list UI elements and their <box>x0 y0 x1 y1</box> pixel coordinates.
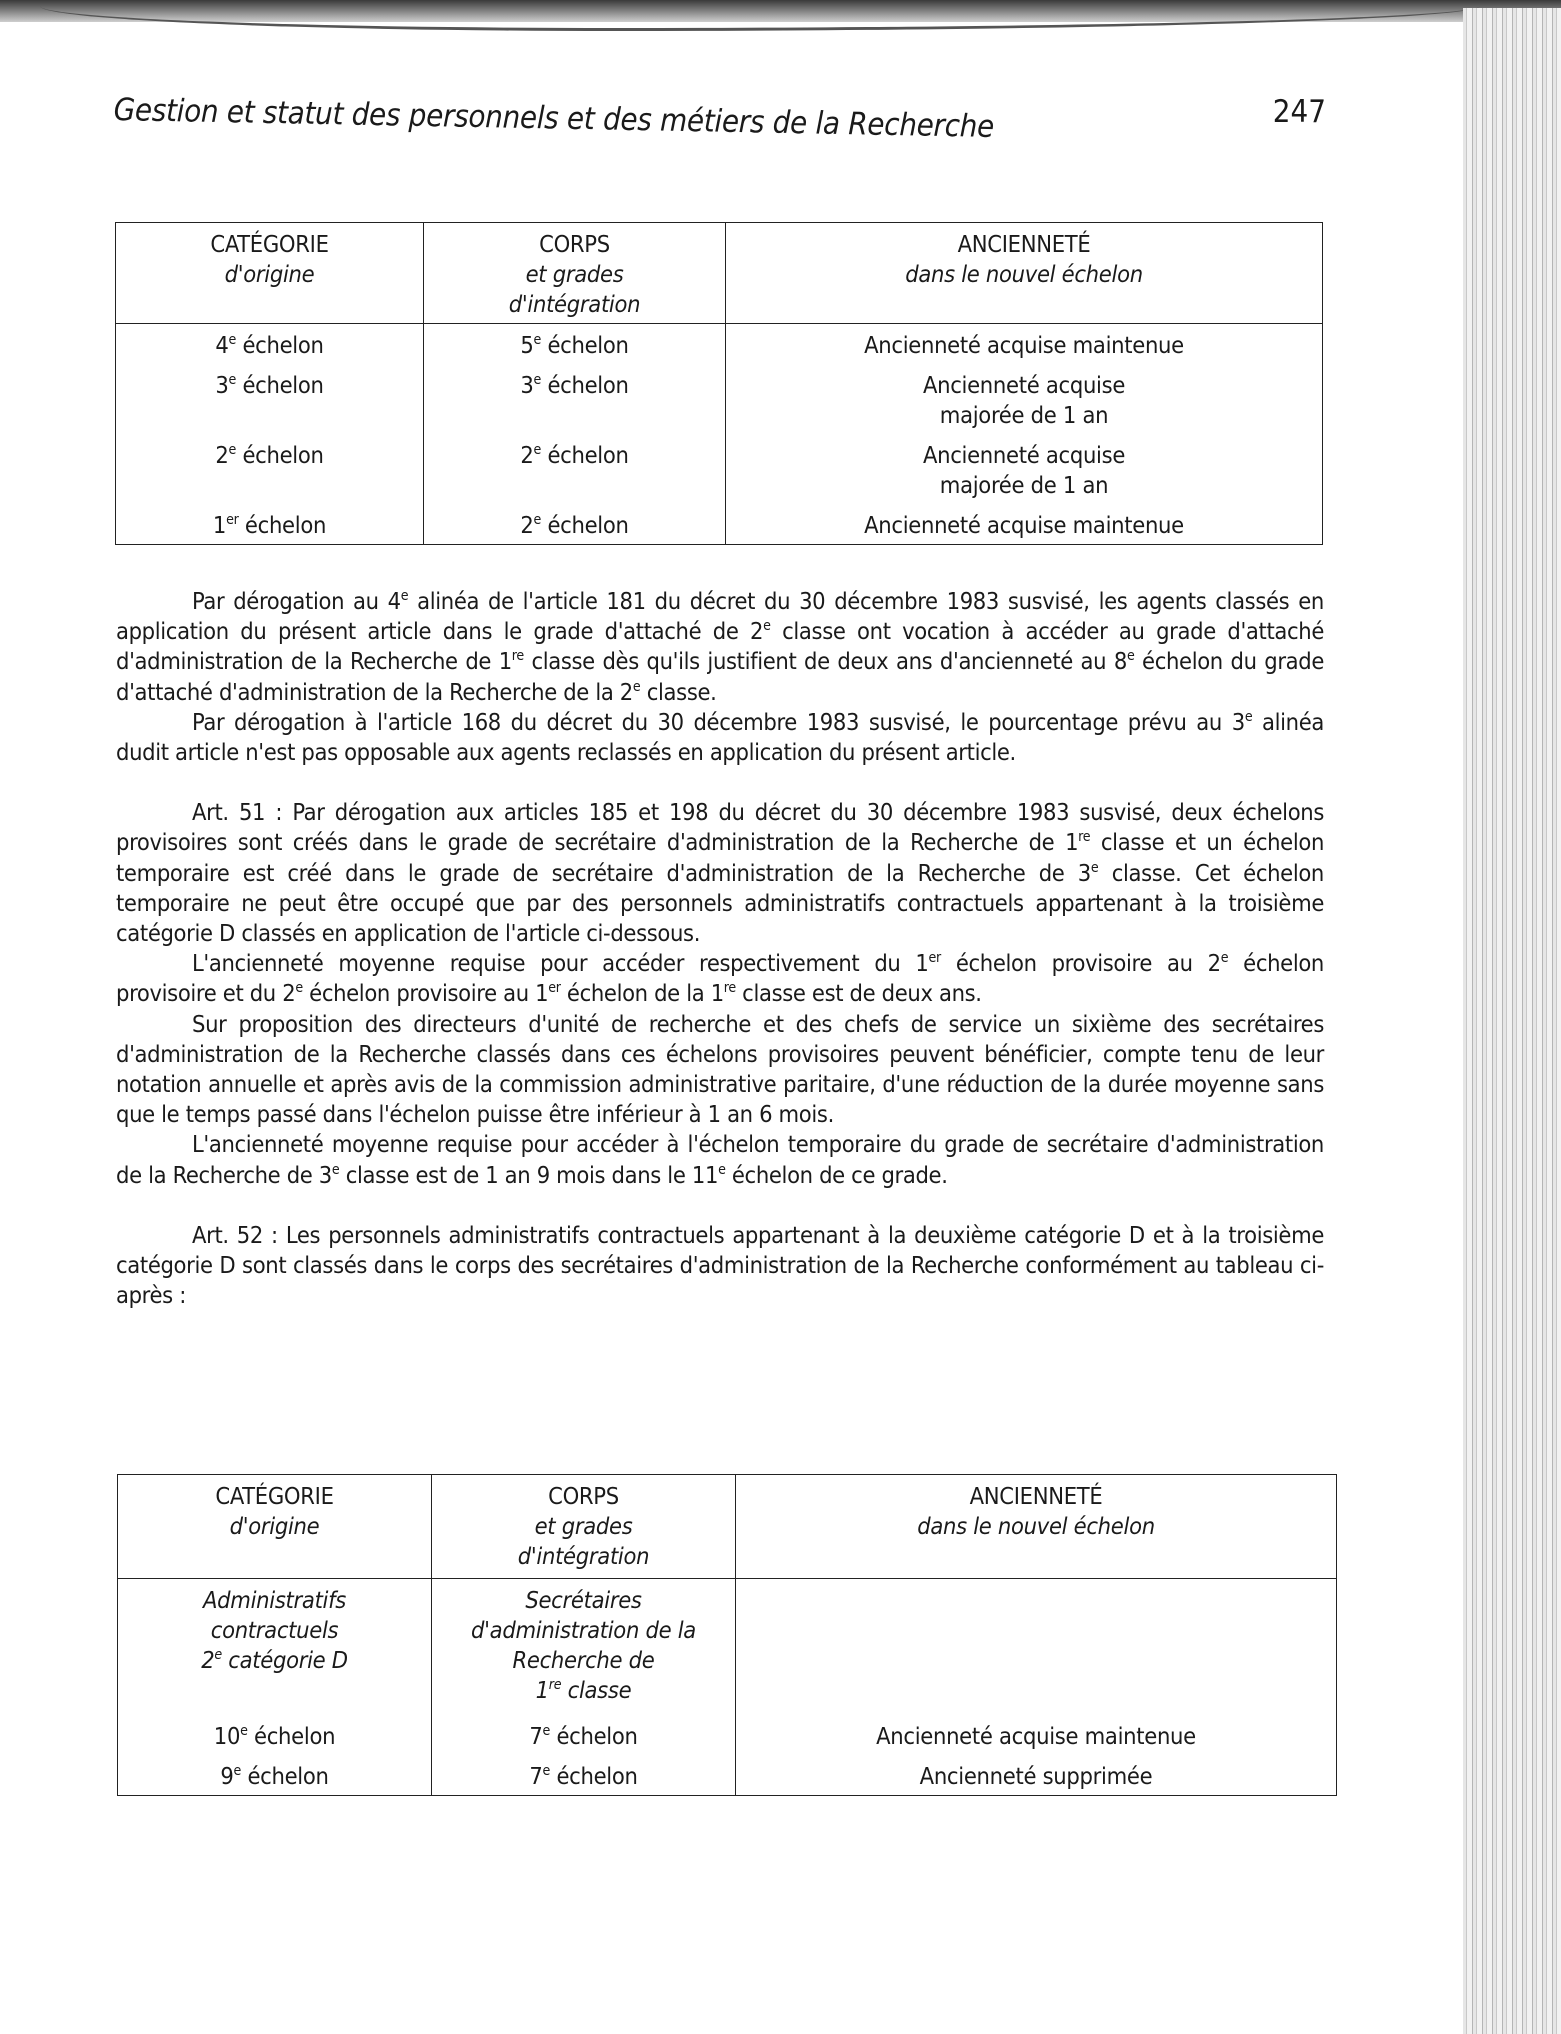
cell-corps: 5e échelon <box>424 324 726 365</box>
header-corps: CORPS et grades d'intégration <box>424 223 726 324</box>
page-curl <box>40 6 1480 31</box>
paragraph-derogation-168: Par dérogation à l'article 168 du décret du 30 décembre 1983 susvisé, le pourcentage prévu au 3e alinéa dudit article n'est pas opposable aux agents reclassés en application du présent article. <box>116 707 1324 767</box>
header-categorie: CATÉGORIE d'origine <box>118 1475 432 1579</box>
reclassement-table-1 <box>115 222 1323 545</box>
running-title: Gestion et statut des personnels et des métiers de la Recherche <box>113 92 995 145</box>
paragraph-art-52: Art. 52 : Les personnels administratifs contractuels appartenant à la deuxième catégorie D et à la troisième catégorie D sont classés dans le corps des secrétaires d'administration de la Recherche conformément au tableau ci-après : <box>116 1220 1324 1310</box>
cell-anciennete-group <box>736 1579 1337 1716</box>
cell-anciennete: Ancienneté acquise majorée de 1 an <box>726 364 1323 434</box>
table-group-row <box>118 1579 1337 1716</box>
paragraph-derogation-181: Par dérogation au 4e alinéa de l'article 181 du décret du 30 décembre 1983 susvisé, les agents classés en application du présent article dans le grade d'attaché de 2e classe ont vocation à accéder au grade d'attaché d'administration de la Recherche de 1re classe dès qu'ils justifient de deux ans d'ancienneté au 8e échelon du grade d'attaché d'administration de la Recherche de la 2e classe. <box>116 587 1325 706</box>
cell-origine: 3e échelon <box>116 364 424 434</box>
table-row <box>116 504 1323 545</box>
cell-corps: 3e échelon <box>424 364 726 434</box>
cell-origine: 9e échelon <box>118 1755 432 1796</box>
cell-corps: 2e échelon <box>424 504 726 545</box>
cell-anciennete: Ancienneté acquise maintenue <box>726 504 1323 545</box>
cell-anciennete: Ancienneté acquise maintenue <box>736 1715 1337 1755</box>
page-number: 247 <box>1272 94 1326 130</box>
cell-anciennete: Ancienneté acquise maintenue <box>726 324 1323 365</box>
cell-corps: 7e échelon <box>432 1755 736 1796</box>
header-anciennete: ANCIENNETÉ dans le nouvel échelon <box>726 223 1323 324</box>
table-row <box>116 324 1323 365</box>
paragraph-art-51: Art. 51 : Par dérogation aux articles 185 et 198 du décret du 30 décembre 1983 susvisé, deux échelons provisoires sont créés dans le grade de secrétaire d'administration de la Recherche de 1re classe et un échelon temporaire est créé dans le grade de secrétaire d'administration de la Recherche de 3e classe. Cet échelon temporaire ne peut être occupé que par des personnels administratifs contractuels appartenant à la troisième catégorie D classés en application de l'article ci-dessous. <box>116 798 1324 948</box>
cell-origine: 4e échelon <box>116 324 424 365</box>
cell-origine: 1er échelon <box>116 504 424 545</box>
body-text <box>116 586 1324 1310</box>
header-corps: CORPS et grades d'intégration <box>432 1475 736 1579</box>
table-row <box>118 1715 1337 1755</box>
cell-corps: 2e échelon <box>424 434 726 504</box>
header-categorie: CATÉGORIE d'origine <box>116 223 424 324</box>
cell-anciennete: Ancienneté acquise majorée de 1 an <box>726 434 1323 504</box>
table-row <box>116 364 1323 434</box>
cell-corps: 7e échelon <box>432 1715 736 1755</box>
paragraph-reduction: Sur proposition des directeurs d'unité de recherche et des chefs de service un sixième des secrétaires d'administration de la Recherche classés dans ces échelons provisoires peuvent bénéficier, compte tenu de leur notation annuelle et après avis de la commission administrative paritaire, d'une réduction de la durée moyenne sans que le temps passé dans l'échelon puisse être inférieur à 1 an 6 mois. <box>116 1009 1324 1129</box>
table-row <box>118 1755 1337 1796</box>
paragraph-anciennete-temporaire: L'ancienneté moyenne requise pour accéder à l'échelon temporaire du grade de secrétaire d'administration de la Recherche de 3e classe est de 1 an 9 mois dans le 11e échelon de ce grade. <box>116 1130 1324 1189</box>
cell-origine: 2e échelon <box>116 434 424 504</box>
page-stack-edge <box>1463 8 1561 2034</box>
table-row <box>116 434 1323 504</box>
cell-origine-group: Administratifs contractuels 2e catégorie D <box>118 1579 432 1716</box>
paragraph-anciennete-provisoire: L'ancienneté moyenne requise pour accéder respectivement du 1er échelon provisoire au 2e échelon provisoire et du 2e échelon provisoire au 1er échelon de la 1re classe est de deux ans. <box>116 949 1324 1008</box>
page-header <box>113 92 1326 145</box>
reclassement-table-2 <box>117 1474 1337 1796</box>
header-anciennete: ANCIENNETÉ dans le nouvel échelon <box>736 1475 1337 1579</box>
cell-anciennete: Ancienneté supprimée <box>736 1755 1337 1796</box>
cell-origine: 10e échelon <box>118 1715 432 1755</box>
cell-corps-group: Secrétaires d'administration de la Recherche de 1re classe <box>432 1579 736 1716</box>
